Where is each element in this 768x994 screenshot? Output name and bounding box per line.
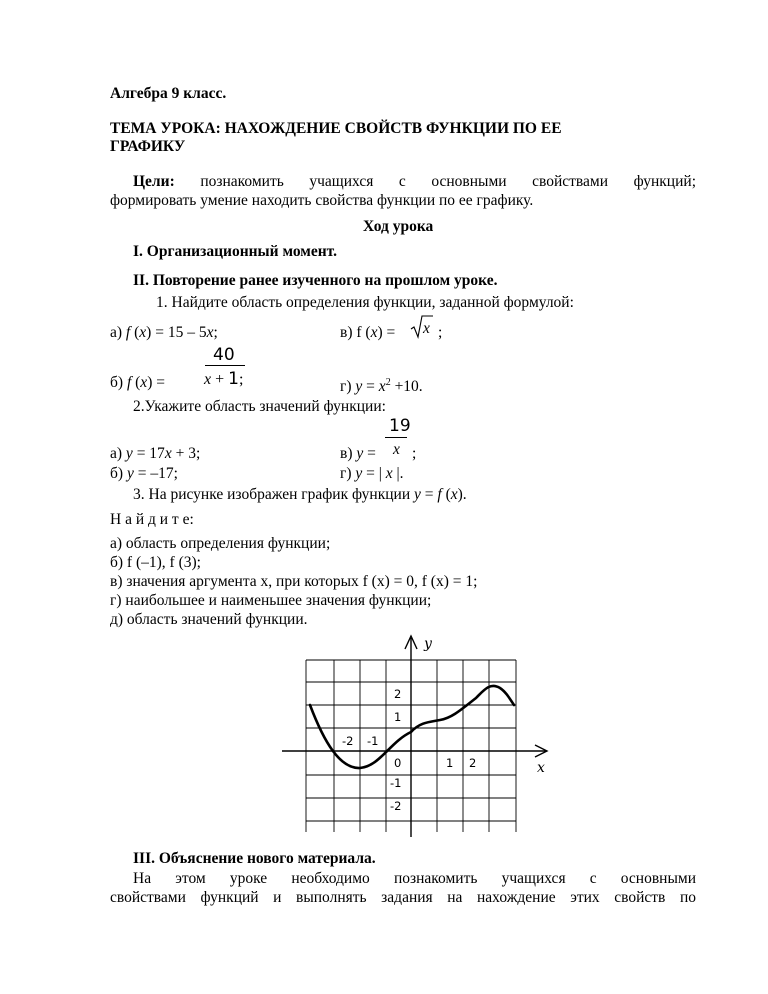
task1-item-v-radicand: x (423, 320, 430, 337)
goals-label: Цели: (133, 173, 175, 190)
task2-v-numerator: 19 (389, 416, 411, 436)
y-tick-1: 1 (394, 710, 402, 724)
task1-b-denominator: x + 1; (204, 369, 244, 389)
task2-v-end: ; (412, 445, 417, 462)
task2-item-g: г) y = | x |. (340, 465, 404, 482)
task1-item-g: г) $y = x^2 +10$. (340, 377, 423, 396)
section-2-heading: II. Повторение ранее изученного на прошлом уроке. (133, 272, 498, 289)
task2-title: 2.Укажите область значений функции: (133, 398, 386, 415)
task2-item-b: б) y = –17; (110, 465, 178, 482)
task3-item-g: г) наибольшее и наименьшее значения функции; (110, 592, 432, 609)
task2-item-v: в) y = (340, 445, 376, 462)
closing-line2: свойствами функций и выполнять задания на нахождение этих свойств по (110, 889, 696, 906)
task2-item-a: а) y = 17x + 3; (110, 445, 201, 462)
task3-item-a: а) область определения функции; (110, 535, 331, 552)
section-1-heading: I. Организационный момент. (133, 243, 337, 260)
goals-line1: Цели: познакомить учащихся с основными свойствами функций; (133, 173, 697, 190)
axes (282, 636, 547, 837)
lesson-title: Ход урока (363, 218, 434, 235)
task1-item-v: в) f (x) = (340, 324, 396, 341)
closing-line1: На этом уроке необходимо познакомить учащихся с основными (133, 870, 696, 887)
y-tick-2: 2 (394, 687, 402, 701)
x-tick-1: 1 (446, 756, 454, 770)
fraction-bar (205, 365, 245, 366)
y-axis-label: y (424, 636, 432, 652)
square-root-icon (410, 314, 434, 340)
task2-v-denominator: x (393, 441, 400, 458)
task3-item-b: б) f (–1), f (3); (110, 554, 201, 571)
task3-item-d: д) область значений функции. (110, 611, 308, 628)
function-curve (310, 686, 514, 768)
task1-b-numerator: 40 (213, 345, 235, 365)
y-tick-neg2: -2 (390, 799, 402, 813)
x-tick-neg2: -2 (342, 734, 354, 748)
task1-item-v-end: ; (438, 324, 443, 341)
task3-find-label: Н а й д и т е: (110, 511, 194, 528)
goals-line2: формировать умение находить свойства функции по ее графику. (110, 192, 534, 209)
fraction-bar (385, 437, 407, 438)
y-tick-neg1: -1 (390, 776, 402, 790)
task1-item-b: б) f (x) = (110, 374, 165, 391)
x-tick-2: 2 (469, 756, 477, 770)
document-header: Алгебра 9 класс. (110, 85, 227, 102)
function-graph (280, 632, 560, 842)
task3-item-v: в) значения аргумента x, при которых f (x) = 0, f (x) = 1; (110, 573, 478, 590)
x-axis-label: x (537, 760, 545, 776)
topic-title-line1: ТЕМА УРОКА: НАХОЖДЕНИЕ СВОЙСТВ ФУНКЦИИ ПО ЕЕ (110, 120, 562, 137)
topic-title-line2: ГРАФИКУ (110, 138, 186, 155)
x-tick-neg1: -1 (367, 734, 379, 748)
task1-title: 1. Найдите область определения функции, заданной формулой: (156, 294, 574, 311)
task3-title: 3. На рисунке изображен график функции y = f (x). (133, 486, 467, 503)
section-3-heading: III. Объяснение нового материала. (133, 850, 376, 867)
task1-item-a: а) f (x) = 15 – 5x; (110, 324, 218, 341)
origin-label: 0 (394, 756, 402, 770)
